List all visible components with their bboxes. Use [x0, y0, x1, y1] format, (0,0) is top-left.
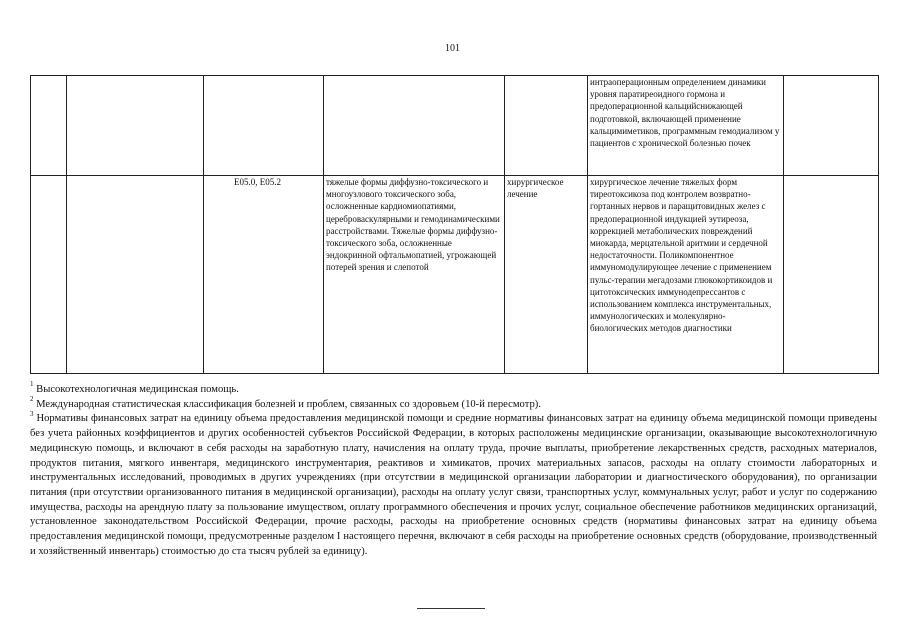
- footnote-3: [30, 409, 877, 559]
- vmp-table: [30, 75, 879, 374]
- footnote-mark: 2: [30, 395, 34, 404]
- cell-treatment-type: [505, 76, 588, 176]
- cell-cost: [784, 176, 879, 374]
- cell-model: [324, 76, 505, 176]
- cell-profile: [67, 176, 204, 374]
- table-row-e05: [31, 176, 879, 374]
- cell-codes: [204, 76, 324, 176]
- cell-profile: [67, 76, 204, 176]
- page-number: 101: [445, 43, 460, 54]
- footnote-text: Международная статистическая классификация болезней и проблем, связанных со здоровьем (10-й пересмотр).: [36, 398, 541, 410]
- cell-method-continuation: интраоперационным определением динамики уровня паратиреоидного гормона и предоперационной кальцийснижающей подготовкой, включающей применение кальцимиметиков, программным гемодиализом у пациентов с хронической болезнью почек: [588, 76, 784, 176]
- cell-model: тяжелые формы диффузно-токсического и многоузлового токсического зоба, осложненные кардиомиопатиями, цереброваскулярными и гемодинамическими расстройствами. Тяжелые формы диффузно-токсического зоба, осложненные эндокринной офтальмопатией, угрожающей потерей зрения и слепотой: [324, 176, 505, 374]
- footnote-1: [30, 380, 877, 398]
- footnotes: [30, 380, 877, 559]
- footnote-mark: 1: [30, 380, 34, 389]
- table-row-continuation: [31, 76, 879, 176]
- footnote-text: Нормативы финансовых затрат на единицу объема предоставления медицинской помощи и средние нормативы финансовых затрат на единицу объема медицинской помощи приведены без учета районных коэффициентов и других особенностей субъектов Российской Федерации, в которых расположены медицинские организации, оказывающие высокотехнологичную медицинскую помощь, и включают в себя расходы на заработную плату, начисления на оплату труда, прочие выплаты, приобретение лекарственных средств, расходных материалов, продуктов питания, мягкого инвентаря, медицинского инструментария, реактивов и химикатов, прочих материальных запасов, расходы на оплату стоимости лабораторных и инструментальных исследований, проводимых в других учреждениях (при отсутствии в медицинской организации лаборатории и диагностического оборудования), по организации питания (при отсутствии организованного питания в медицинской организации), расходы на оплату услуг связи, транспортных услуг, коммунальных услуг, работ и услуг по содержанию имущества, расходы на арендную плату за пользование имуществом, оплату программного обеспечения и прочих услуг, социальное обеспечение работников медицинских организаций, установленное законодательством Российской Федерации, прочие расходы, расходы на приобретение основных средств (нормативы финансовых затрат на единицу объема предоставления медицинской помощи, предусмотренные разделом I настоящего перечня, включают в себя расходы на приобретение основных средств (оборудование, производственный и хозяйственный инвентарь) стоимостью до ста тысяч рублей за единицу).: [30, 413, 877, 557]
- footnote-mark: 3: [30, 409, 34, 418]
- cell-number: [31, 176, 67, 374]
- cell-method: хирургическое лечение тяжелых форм тиреотоксикоза под контролем возвратно-гортанных нервов и паращитовидных желез с предоперационной индукцией эутиреоза, коррекцией метаболических повреждений миокарда, мерцательной аритмии и сердечной недостаточности. Поликомпонентное иммуномодулирующее лечение с применением пульс-терапии мегадозами глюкокортикоидов и цитотоксических иммунодепрессантов с использованием комплекса инструментальных, иммунологических и молекулярно-биологических методов диагностики: [588, 176, 784, 374]
- cell-number: [31, 76, 67, 176]
- end-rule: [417, 608, 485, 609]
- cell-treatment-type: хирургическое лечение: [505, 176, 588, 374]
- footnote-text: Высокотехнологичная медицинская помощь.: [36, 384, 239, 395]
- cell-cost: [784, 76, 879, 176]
- cell-codes: E05.0, E05.2: [204, 176, 324, 374]
- footnote-2: [30, 395, 877, 413]
